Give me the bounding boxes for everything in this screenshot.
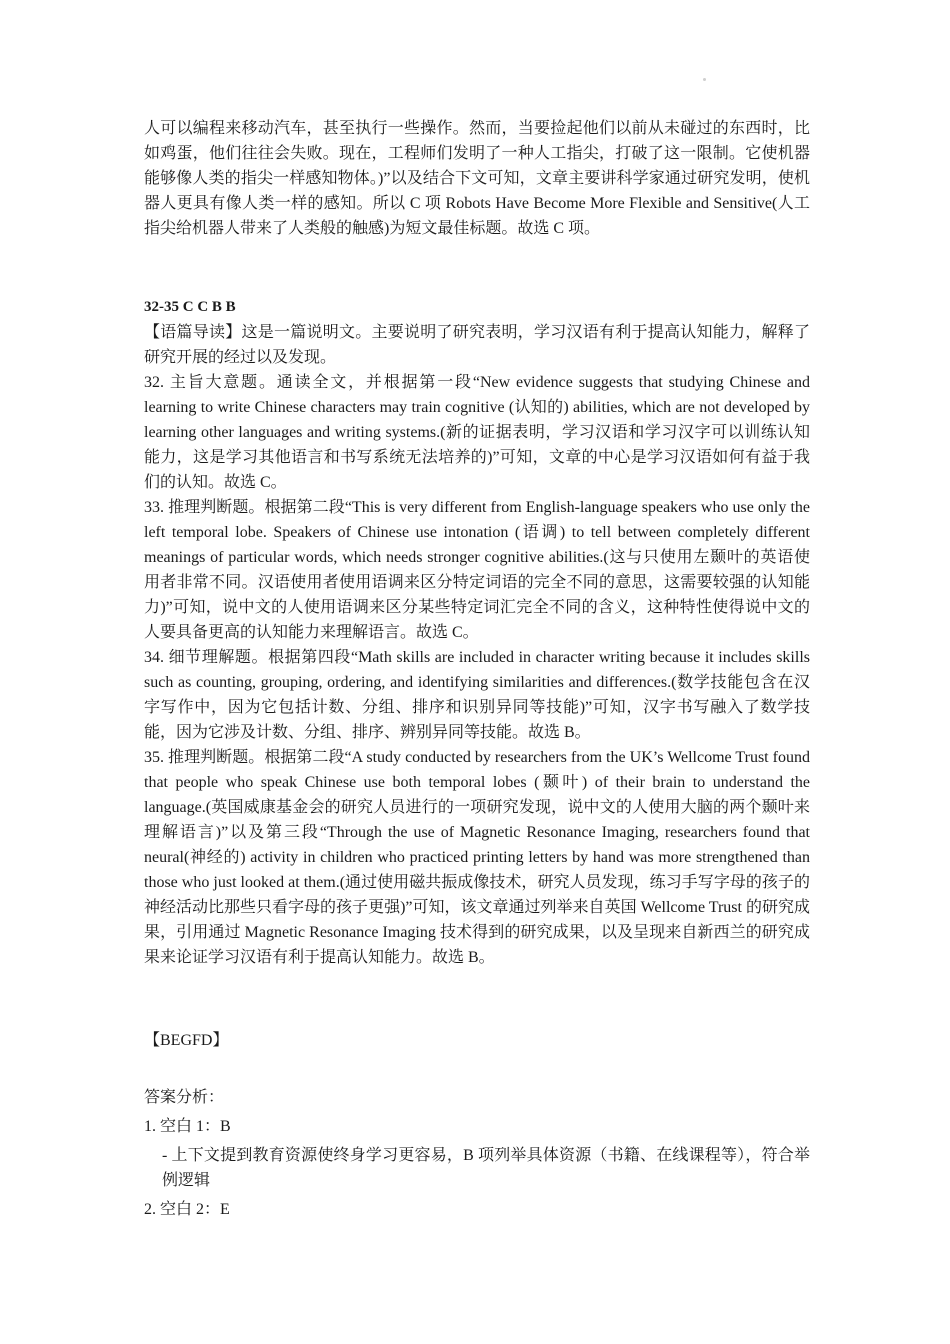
question-33-explanation: 33. 推理判断题。根据第二段“This is very different from English-language speakers who use only the left temporal lobe. Speakers of Chinese use intonation (语调) to tell between completely different meanings of particular words, which needs stronger cognitive abilities.(这与只使用左颞叶的英语使用者非常不同。汉语使用者使用语调来区分特定词语的完全不同的意思，这需要较强的认知能力)”可知，说中文的人使用语调来区分某些特定词汇完全不同的含义，这种特性使得说中文的人要具备更高的认知能力来理解语言。故选 C。 bbox=[144, 499, 810, 641]
blank-1-explanation: - 上下文提到教育资源使终身学习更容易，B 项列举具体资源（书籍、在线课程等），符合举例逻辑 bbox=[162, 1147, 810, 1189]
question-35-explanation: 35. 推理判断题。根据第二段“A study conducted by researchers from the UK’s Wellcome Trust found that people who speak Chinese use both temporal lobes (颞叶) of their brain to understand the language.(英国威康基金会的研究人员进行的一项研究发现，说中文的人使用大脑的两个颞叶来理解语言)”以及第三段“Through the use of Magnetic Resonance Imaging, researchers found that neural(神经的) activity in children who practiced printing letters by hand was more strengthened than those who just looked at them.(通过使用磁共振成像技术，研究人员发现，练习手写字母的孩子的神经活动比那些只看字母的孩子更强)”可知，该文章通过列举来自英国 Wellcome Trust 的研究成果，引用通过 Magnetic Resonance Imaging 技术得到的研究成果，以及呈现来自新西兰的研究成果来论证学习汉语有利于提高认知能力。故选 B。 bbox=[144, 749, 810, 966]
begfd-header: 【BEGFD】 bbox=[144, 1032, 229, 1049]
passage-32-35-explanation bbox=[144, 295, 810, 970]
begfd-answer-section bbox=[144, 1028, 810, 1053]
answer-header-32-35: 32-35 C C B B bbox=[144, 299, 236, 315]
analysis-label: 答案分析： bbox=[144, 1089, 225, 1106]
scan-dot bbox=[703, 78, 706, 81]
question-34-explanation: 34. 细节理解题。根据第四段“Math skills are included in character writing because it includes skills such as counting, grouping, ordering, and identifying similarities and differences.(数学技能包含在汉字写作中，因为它包括计数、分组、排序和识别异同等技能)”可知，汉字书写融入了数学技能，因为它涉及计数、分组、排序、辨别异同等技能。故选 B。 bbox=[144, 649, 810, 741]
blank-2-label: 2. 空白 2：E bbox=[144, 1201, 230, 1218]
reading-guide: 【语篇导读】这是一篇说明文。主要说明了研究表明，学习汉语有利于提高认知能力，解释了研究开展的经过以及发现。 bbox=[144, 324, 810, 366]
question-32-explanation: 32. 主旨大意题。通读全文，并根据第一段“New evidence suggests that studying Chinese and learning to write Chinese characters may train cognitive (认知的) abilities, which are not developed by learning other languages and writing systems.(新的证据表明，学习汉语和学习汉字可以训练认知能力，这是学习其他语言和书写系统无法培养的)”可知，文章的中心是学习汉语如何有益于我们的认知。故选 C。 bbox=[144, 374, 810, 491]
blank-1-label: 1. 空白 1：B bbox=[144, 1118, 231, 1135]
answer-analysis bbox=[144, 1085, 810, 1222]
passage-31-explanation bbox=[144, 116, 810, 241]
paragraph-31-text: 人可以编程来移动汽车，甚至执行一些操作。然而，当要捡起他们以前从未碰过的东西时，比如鸡蛋，他们往往会失败。现在，工程师们发明了一种人工指尖，打破了这一限制。它使机器能够像人类的指尖一样感知物体。)”以及结合下文可知，文章主要讲科学家通过研究发明，使机器人更具有像人类一样的感知。所以 C 项 Robots Have Become More Flexible and Sensitive(人工指尖给机器人带来了人类般的触感)为短文最佳标题。故选 C 项。 bbox=[144, 120, 810, 237]
